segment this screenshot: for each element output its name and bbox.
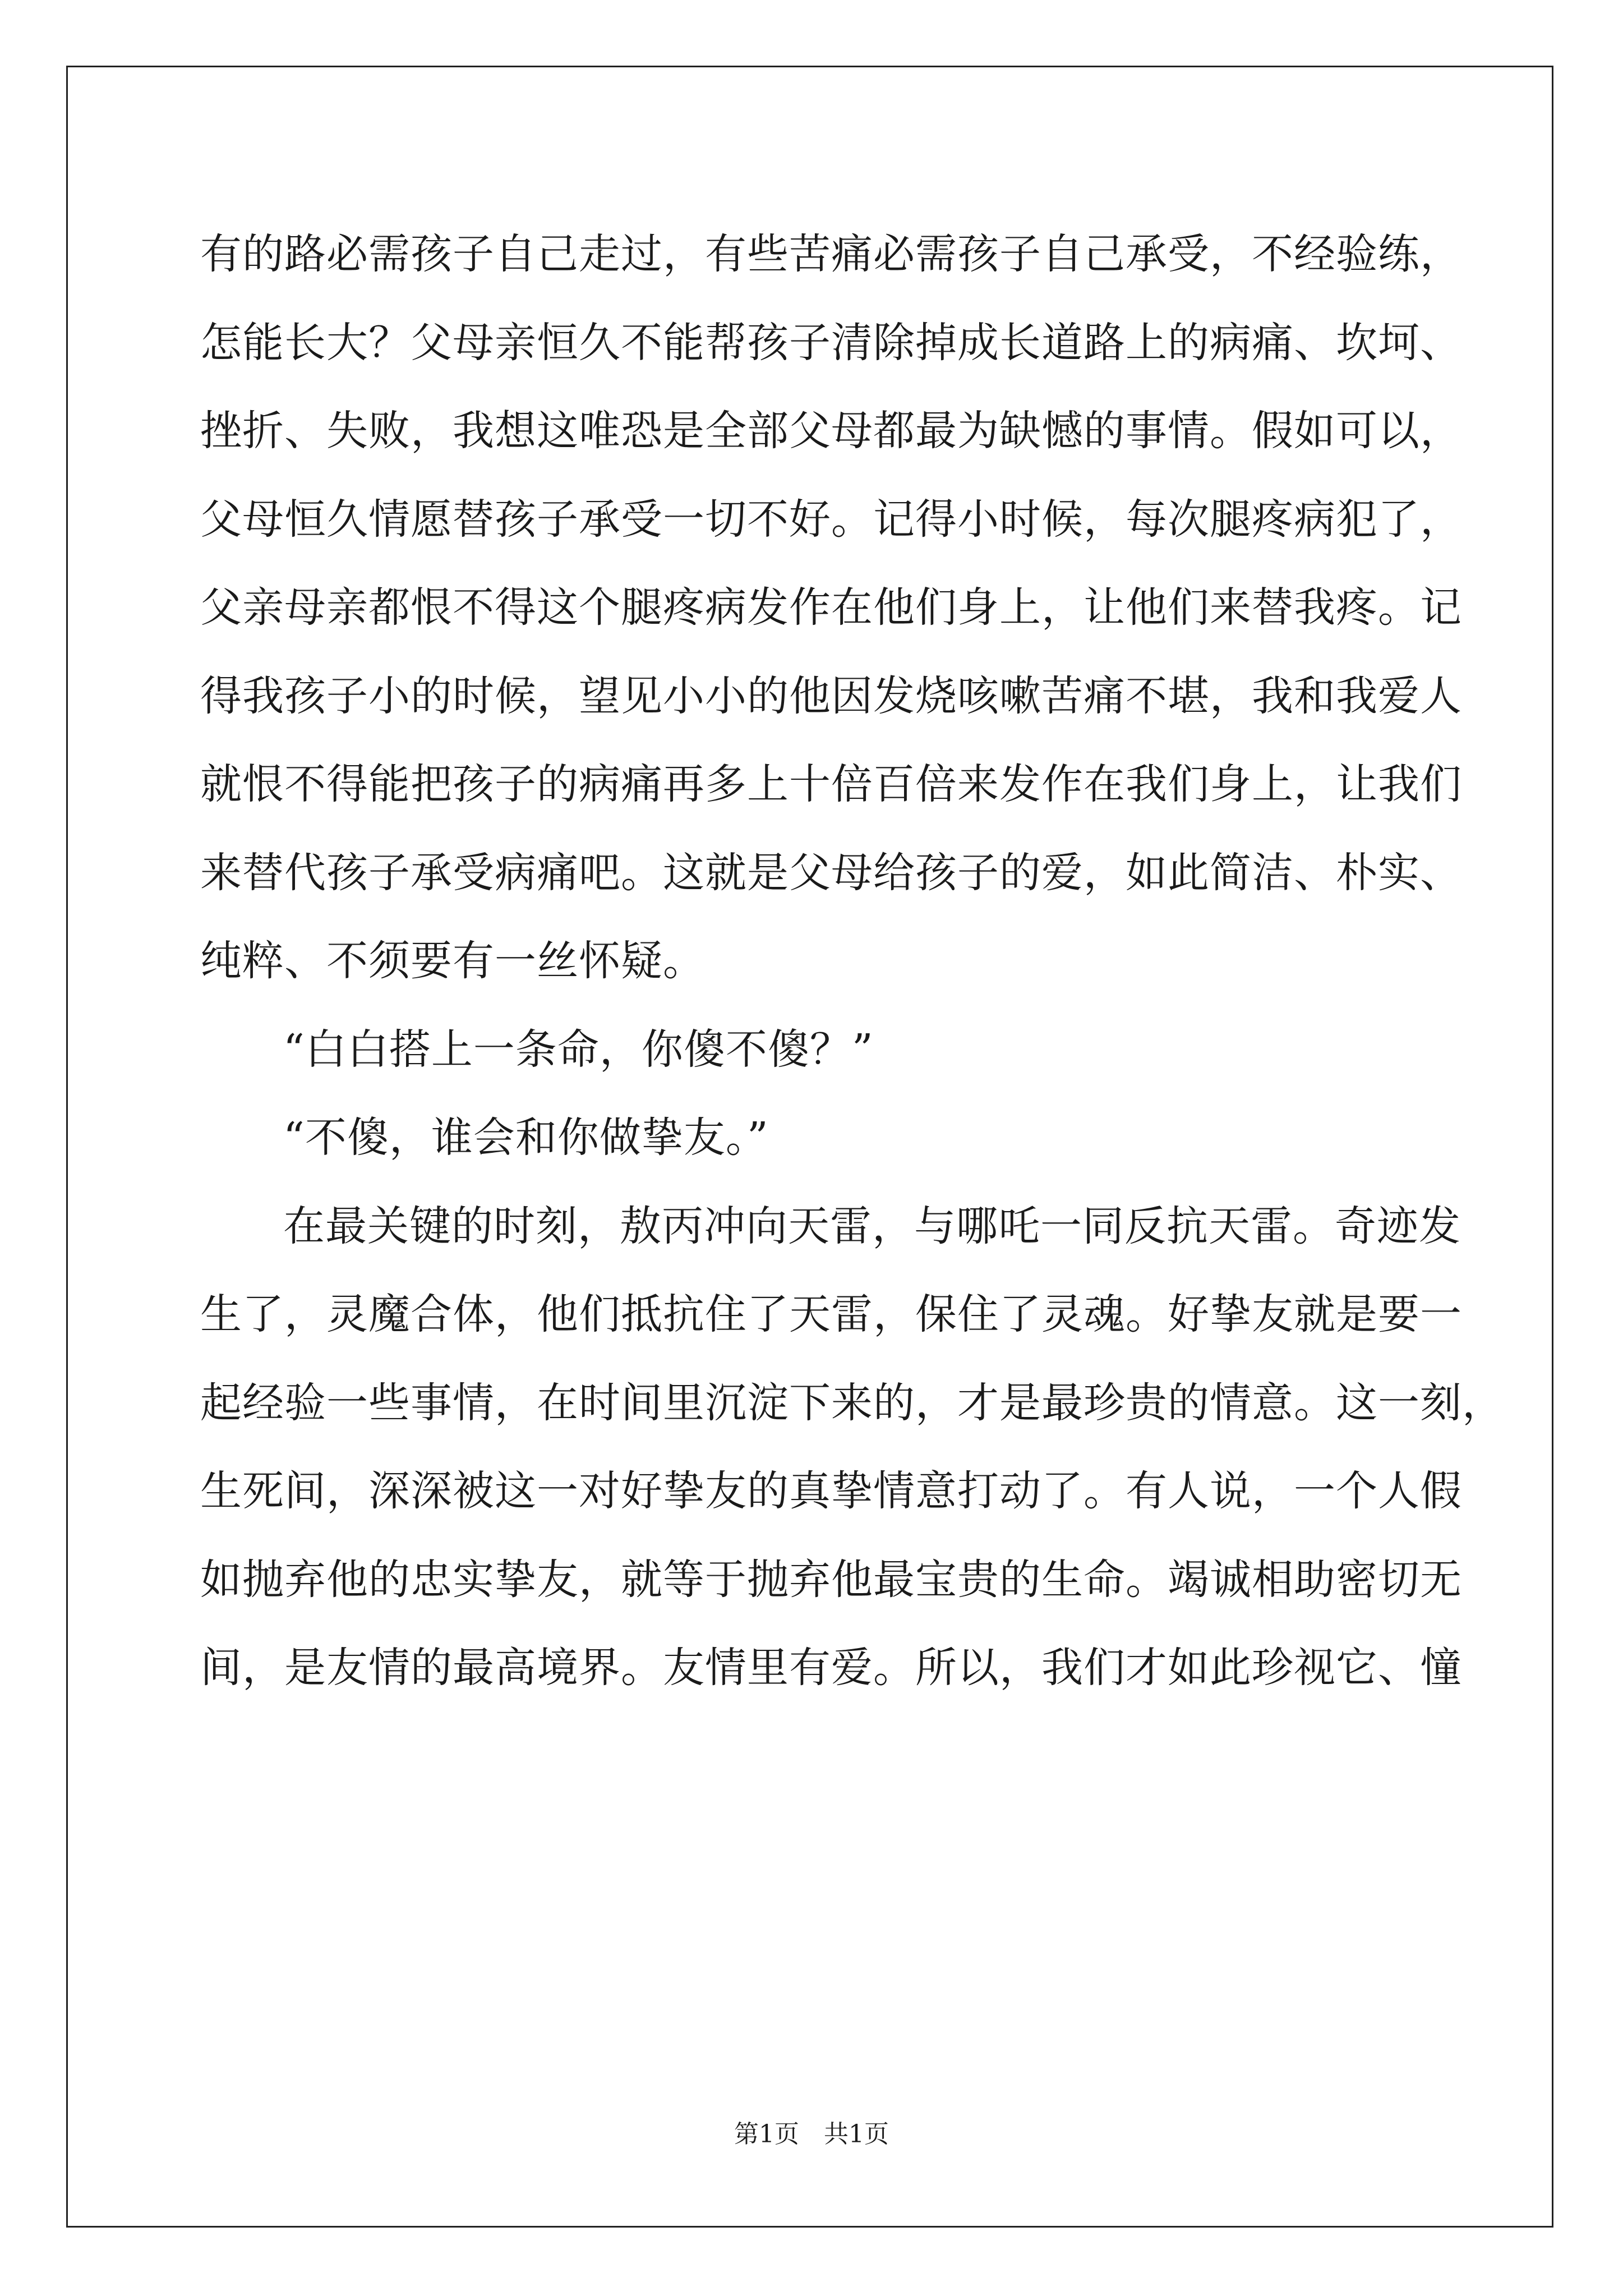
text-line: 怎能长大？父母亲恒久不能帮孩子清除掉成长道路上的病痛、坎坷、 [200, 318, 1462, 367]
text-line: 父亲母亲都恨不得这个腿疼病发作在他们身上，让他们来替我疼。记 [200, 583, 1462, 632]
document-body [200, 210, 1504, 1713]
text-line: 纯粹、不须要有一丝怀疑。 [200, 937, 705, 985]
text-line: 有的路必需孩子自己走过，有些苦痛必需孩子自己承受，不经验练， [200, 230, 1462, 278]
text-line: 父母恒久情愿替孩子承受一切不好。记得小时候，每次腿疼病犯了， [200, 495, 1462, 544]
text-line: 起经验一些事情，在时间里沉淀下来的，才是最珍贵的情意。这一刻， [200, 1378, 1504, 1427]
dialogue-line: “白白搭上一条命，你傻不傻？” [283, 1025, 874, 1074]
dialogue-line: “不傻，谁会和你做挚友。” [283, 1114, 769, 1162]
paragraph-start-line: 在最关键的时刻，敖丙冲向天雷，与哪吒一同反抗天雷。奇迹发 [283, 1202, 1461, 1250]
text-line: 来替代孩子承受病痛吧。这就是父母给孩子的爱，如此简洁、朴实、 [200, 848, 1462, 897]
text-line: 挫折、失败，我想这唯恐是全部父母都最为缺憾的事情。假如可以， [200, 407, 1462, 455]
text-line: 如抛弃他的忠实挚友，就等于抛弃他最宝贵的生命。竭诚相助密切无 [200, 1555, 1462, 1604]
text-line: 生死间，深深被这一对好挚友的真挚情意打动了。有人说，一个人假 [200, 1467, 1462, 1515]
text-line: 得我孩子小的时候，望见小小的他因发烧咳嗽苦痛不堪，我和我爱人 [200, 671, 1462, 720]
text-line: 间，是友情的最高境界。友情里有爱。所以，我们才如此珍视它、憧 [200, 1644, 1462, 1692]
text-line: 生了，灵魔合体，他们抵抗住了天雷，保住了灵魂。好挚友就是要一 [200, 1290, 1462, 1338]
page-number-footer: 第1页 共1页 [734, 2120, 889, 2148]
text-line: 就恨不得能把孩子的病痛再多上十倍百倍来发作在我们身上，让我们 [200, 760, 1462, 808]
